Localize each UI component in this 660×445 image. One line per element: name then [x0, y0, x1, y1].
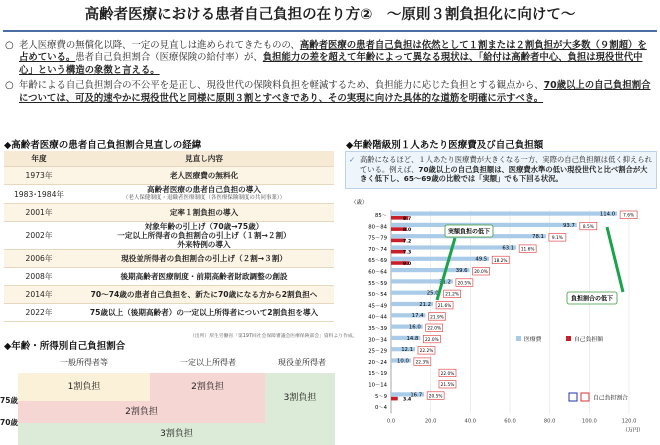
- x-tick-label: 20.0: [424, 418, 437, 425]
- history-line: 外来特例の導入: [177, 240, 231, 249]
- y-tick-label: 75～79: [368, 235, 387, 242]
- intro-text: 70歳以上の自己負担割合については、可及的速やかに現役世代と同様に原則３割とすべきであり、その実現に向けた具体的な道筋を明確に示すべき。: [19, 80, 651, 104]
- summary-segment: 70歳以上の自己負担額は、医療費水準の低い現役世代と比べ割合が大きく低下し、65～69歳の比較では「実額」でも下回る状況。: [360, 164, 648, 183]
- x-tick-label: 120.0: [621, 418, 637, 425]
- cost-label: 16.7: [410, 392, 423, 399]
- history-row: [4, 222, 334, 250]
- y-tick-label: 10～14: [368, 382, 387, 389]
- self-pay-label: 3.4: [403, 397, 412, 403]
- col-upper: 一定以上所得者: [180, 358, 236, 367]
- y-tick-label: 65～69: [368, 258, 387, 265]
- col-general: 一般所得者等: [60, 358, 108, 367]
- history-content: [74, 308, 334, 317]
- history-content: [74, 208, 334, 217]
- cost-label: 12.1: [401, 347, 413, 354]
- legend-swatch-cost: [516, 336, 521, 341]
- cost-label: 63.1: [502, 245, 515, 252]
- title-divider: [3, 30, 657, 32]
- legend-label-selfpay: 自己負担額: [574, 337, 603, 343]
- intro-text: 年齢による自己負担割合の不公平を是正し、現役世代の保険料負担を軽減するため、負担能力に応じた負担とする観点から、: [19, 80, 544, 92]
- intro-paragraph: [5, 40, 655, 77]
- history-heading: ◆高齢者医療の患者自己負担割合見直しの経緯: [4, 140, 202, 151]
- ratio-label: 20.0%: [474, 270, 488, 276]
- history-row: [4, 286, 334, 304]
- intro-text: 負担能力の差を超えて年齢によって異なる現状は、「給付は高齢者中心、負担は現役世代中心」という構造の象徴と言える。: [19, 52, 643, 76]
- intro-text: 高齢者医療の患者自己負担は依然として１割または２割負担が大多数（９割超）を占めている。: [19, 40, 647, 64]
- y-unit-label: （歳）: [351, 200, 368, 206]
- history-year: 2022年: [25, 308, 53, 317]
- age-75-label: 75歳: [0, 396, 18, 405]
- y-tick-label: 70～74: [368, 246, 387, 253]
- y-tick-label: 45～49: [368, 303, 387, 310]
- legend-label-ratio: 自己負担割合: [593, 395, 628, 402]
- ratio-label: 22.0%: [427, 326, 442, 332]
- history-year: 2014年: [25, 290, 53, 299]
- x-tick-label: 40.0: [464, 418, 477, 425]
- cost-bar: [391, 212, 617, 216]
- cell-1wari: 1割負担: [18, 373, 150, 401]
- intro-paragraph: [5, 80, 655, 105]
- cost-label: 39.6: [455, 268, 468, 274]
- history-year: 2006年: [25, 254, 53, 263]
- history-line: （老人保健制度・退職者医療制度（各医療保険制度の共同事業））: [122, 195, 286, 201]
- ratio-label: 8.5%: [582, 224, 594, 230]
- ratio-label: 22.3%: [415, 360, 430, 366]
- history-content: [74, 254, 334, 263]
- history-row: [4, 204, 334, 222]
- ratio-label: 7.6%: [623, 213, 635, 219]
- x-tick-label: 100.0: [581, 418, 597, 425]
- intro-text: 老人医療費の無償化以降、一定の見直しは進められてきたものの、: [19, 40, 300, 51]
- history-content: [74, 272, 334, 281]
- y-tick-label: 40～44: [368, 314, 387, 321]
- legend-label-cost: 医療費: [524, 337, 542, 343]
- history-line: 一定以上所得者の負担割合の引上げ（１割→２割）: [117, 231, 291, 240]
- intro-text: 患者自己負担割合（医療保険の給付率）が、: [75, 52, 263, 64]
- history-content: [74, 222, 334, 249]
- ratio-label: 20.5%: [428, 394, 443, 400]
- ratio-label: 21.9%: [430, 315, 444, 321]
- history-line: 70～74歳の患者自己負担を、新たに70歳になる方から2割負担へ: [90, 290, 318, 299]
- ratio-label: 9.1%: [551, 236, 563, 242]
- cost-label: 114.0: [599, 211, 616, 218]
- x-tick-label: 0.0: [386, 418, 396, 425]
- check-icon: ✓: [349, 155, 356, 164]
- y-tick-label: 20～24: [368, 359, 387, 366]
- history-row: [4, 304, 334, 322]
- ratio-label: 11.6%: [520, 247, 535, 253]
- callout-arrow-2: [607, 227, 623, 292]
- age-70-label: 70歳: [0, 418, 18, 427]
- year-header: 年度: [31, 154, 47, 163]
- per-capita-medical-cost-chart: [345, 192, 660, 445]
- cost-label: 49.5: [475, 256, 488, 263]
- x-unit-label: （万円）: [622, 427, 644, 434]
- history-year: 2008年: [25, 272, 53, 281]
- age-income-diagram: [0, 345, 340, 445]
- history-line: 高齢者医療の患者自己負担の導入: [147, 185, 261, 194]
- history-table: [4, 151, 334, 322]
- x-tick-label: 60.0: [504, 418, 516, 425]
- ratio-label: 22.2%: [419, 349, 434, 355]
- history-line: 75歳以上（後期高齢者）の一定以上所得者について2割負担を導入: [89, 308, 319, 317]
- history-line: 定率１割負担の導入: [169, 208, 239, 217]
- y-tick-label: 80～84: [368, 224, 387, 231]
- history-line: 老人医療費の無料化: [169, 171, 239, 180]
- self-pay-bar: [391, 397, 398, 401]
- self-pay-label: 9.0: [403, 262, 412, 267]
- cell-2wari-70: 2割負担: [18, 401, 265, 423]
- y-tick-label: 35～39: [368, 326, 387, 332]
- legend-swatch-selfpay: [566, 336, 571, 341]
- y-tick-label: 5～9: [374, 393, 387, 400]
- self-pay-label: 8.0: [403, 228, 412, 234]
- callout-1: 実額負担の低下: [447, 228, 491, 236]
- cost-label: 78.1: [532, 234, 544, 241]
- history-year: 2001年: [25, 208, 53, 217]
- y-tick-label: 30～34: [368, 337, 387, 344]
- self-pay-label: 7.2: [403, 239, 412, 245]
- history-header-row: [4, 151, 334, 167]
- history-line: 後期高齢者医療制度・前期高齢者財政調整の創設: [120, 272, 288, 281]
- cost-label: 25.0: [426, 290, 439, 297]
- history-row: [4, 250, 334, 268]
- y-tick-label: 55～59: [368, 280, 387, 287]
- cost-label: 31.2: [439, 279, 451, 286]
- history-line: 対象年齢の引上げ（70歳→75歳）: [144, 222, 264, 231]
- self-pay-label: 8.7: [403, 216, 412, 222]
- y-tick-label: 0～4: [374, 405, 387, 412]
- ratio-label: 21.6%: [437, 304, 452, 309]
- self-pay-label: 7.3: [403, 250, 412, 256]
- age-section-heading: ◆年齢・所得別自己負担割合: [4, 341, 126, 352]
- chart-heading: ◆年齢階級別１人あたり医療費及び自己負担額: [346, 140, 544, 151]
- chart-summary-text: [360, 155, 652, 183]
- ratio-label: 18.2%: [493, 258, 508, 264]
- history-content: [74, 171, 334, 180]
- summary-segment: 高齢になるほど、１人あたり医療費が大きくなる一方、実際の自己負担額は低く抑えられている。例えば、: [360, 155, 652, 174]
- history-content: [74, 185, 334, 203]
- history-year: 1973年: [25, 171, 53, 180]
- ratio-label: 20.5%: [457, 281, 472, 287]
- x-tick-label: 80.0: [543, 418, 556, 425]
- y-tick-label: 50～54: [368, 292, 387, 299]
- y-tick-label: 85～: [374, 213, 387, 219]
- cost-label: 14.8: [406, 335, 419, 342]
- y-tick-label: 25～29: [368, 348, 387, 355]
- history-year: 2002年: [25, 231, 53, 240]
- ratio-label: 21.5%: [440, 383, 455, 389]
- intro-paragraphs: [5, 40, 655, 108]
- history-row: [4, 167, 334, 185]
- col-active: 現役並所得者: [278, 358, 326, 367]
- cell-2wari-upper: 2割負担: [150, 373, 265, 401]
- ratio-label: 22.0%: [425, 337, 439, 343]
- bullet-icon: ○: [5, 80, 14, 92]
- bullet-icon: ○: [5, 40, 14, 51]
- cell-3wari-active: 3割負担: [265, 373, 335, 423]
- cost-label: 10.0: [397, 358, 409, 365]
- history-year: 1983･1984年: [13, 189, 65, 199]
- history-content: [74, 290, 334, 299]
- history-source-note: （出所）厚生労働省「第197回社会保障審議会医療保険部会」資料より作成。: [190, 334, 358, 339]
- cell-3wari-young: 3割負担: [18, 423, 335, 445]
- content-header: 見直し内容: [185, 154, 223, 163]
- history-line: 現役並所得者の負担割合の引上げ（２割→３割）: [121, 254, 287, 263]
- ratio-label: 22.0%: [440, 371, 455, 377]
- cost-label: 17.4: [411, 313, 424, 320]
- y-tick-label: 15～19: [368, 371, 387, 378]
- chart-summary-box: [345, 151, 657, 189]
- ratio-label: 21.2%: [445, 292, 459, 298]
- legend-ratio-box-red: [581, 393, 589, 401]
- cost-label: 21.2: [419, 301, 432, 308]
- legend-ratio-box-blue: [569, 393, 577, 401]
- cost-label: 16.0: [408, 324, 421, 331]
- callout-2: 負担割合の低下: [570, 295, 614, 303]
- history-row: [4, 268, 334, 286]
- y-tick-label: 60～64: [368, 269, 387, 276]
- history-row: [4, 185, 334, 204]
- cost-label: 93.7: [563, 222, 575, 229]
- page-title: 高齢者医療における患者自己負担の在り方② ～原則３割負担化に向けて～: [84, 7, 576, 23]
